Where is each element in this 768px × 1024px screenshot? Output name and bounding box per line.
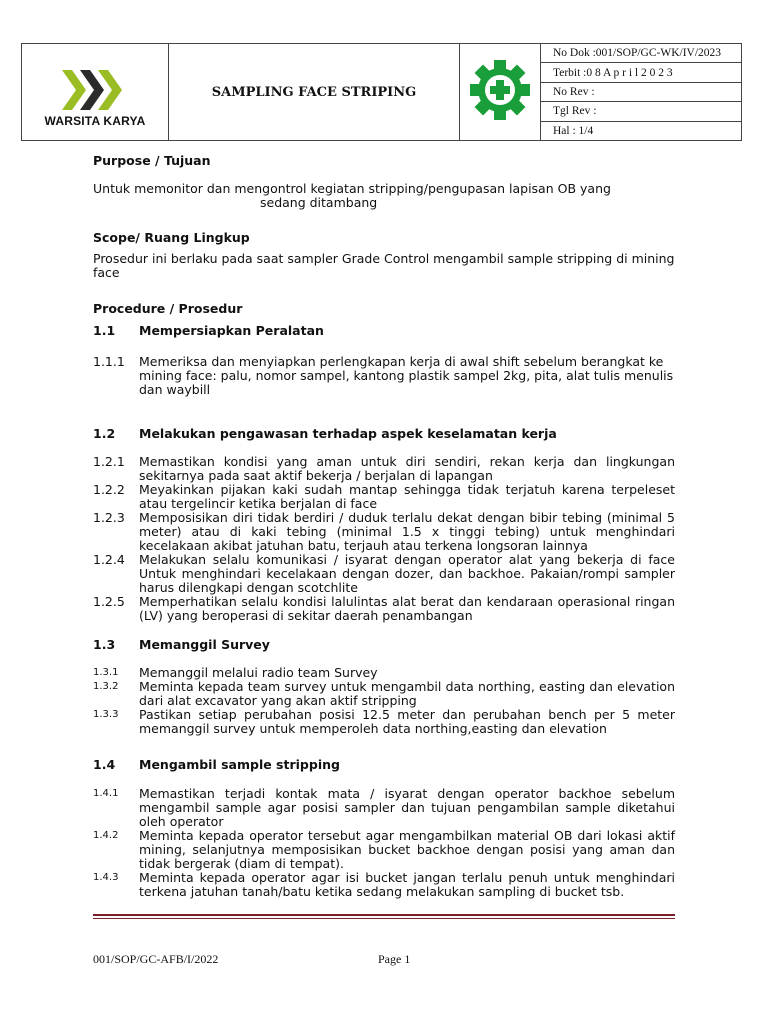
warsita-karya-logo-icon — [60, 68, 130, 112]
item-text: Memposisikan diri tidak berdiri / duduk terlalu dekat dengan bibir tebing (minimal 5 meter) atau di kaki tebing (minimal 1.5 x tinggi tebing) untuk menghindari kecelakaan akibat jatuhan batu, terjauh atau terkena longsoran lainnya — [139, 510, 675, 553]
list-item — [93, 787, 675, 829]
purpose-heading: Purpose / Tujuan — [93, 153, 211, 168]
scope-text: Prosedur ini berlaku pada saat sampler Grade Control mengambil sample stripping di mining face — [93, 251, 675, 280]
document-body — [93, 154, 675, 899]
scope-heading: Scope/ Ruang Lingkup — [93, 230, 250, 245]
footer-page-number: Page 1 — [378, 952, 411, 966]
list-item — [93, 871, 675, 899]
item-number: 1.4.3 — [93, 872, 119, 883]
item-text: Memperhatikan selalu kondisi lalulintas alat berat dan kendaraan operasional ringan (LV) yang beroperasi di sekitar daerah penambangan — [139, 594, 675, 623]
item-number: 1.3.3 — [93, 709, 119, 720]
item-number: 1.3.1 — [93, 667, 119, 678]
document-header — [21, 43, 742, 141]
item-text: Memastikan terjadi kontak mata / isyarat dengan operator backhoe sebelum mengambil sample agar posisi sampler dan tujuan pengambilan sample diketahui oleh operator — [139, 786, 675, 829]
item-number: 1.2.3 — [93, 510, 125, 525]
list-item — [93, 511, 675, 553]
list-item — [93, 455, 675, 483]
section-title: Memanggil Survey — [139, 637, 270, 652]
purpose-line-2: sedang ditambang — [260, 195, 378, 210]
item-text: Meminta kepada operator agar isi bucket jangan terlalu penuh untuk menghindari terkena jatuhan tanah/batu ketika sedang melakukan sampling di bucket tsb. — [139, 870, 675, 899]
item-number: 1.2.1 — [93, 454, 125, 469]
list-item — [93, 666, 675, 680]
logo-cell — [22, 44, 169, 141]
item-text: Memastikan kondisi yang aman untuk diri sendiri, rekan kerja dan lingkungan sekitarnya pada saat aktif bekerja / berjalan di lapangan — [139, 454, 675, 483]
safety-gear-cell — [460, 44, 541, 141]
list-item — [93, 708, 675, 736]
list-item — [93, 680, 675, 708]
company-logo — [38, 68, 152, 128]
company-name: WARSITA KARYA — [44, 114, 146, 128]
purpose-line-1: Untuk memonitor dan mengontrol kegiatan stripping/pengupasan lapisan OB yang — [93, 181, 611, 196]
item-number: 1.4.1 — [93, 788, 119, 799]
section-title: Mempersiapkan Peralatan — [139, 323, 324, 338]
meta-no-rev: No Rev : — [541, 82, 742, 101]
procedure-heading: Procedure / Prosedur — [93, 301, 243, 316]
section-number: 1.1 — [93, 323, 116, 338]
document-title: SAMPLING FACE STRIPING — [169, 44, 460, 141]
list-item — [93, 829, 675, 871]
safety-gear-cross-icon — [469, 59, 531, 121]
section-1-4-heading — [93, 758, 675, 772]
item-number: 1.1.1 — [93, 354, 125, 369]
section-number: 1.2 — [93, 426, 116, 441]
item-text: Meyakinkan pijakan kaki sudah mantap sehingga tidak terjatuh karena terpeleset atau tergelincir ketika berjalan di face — [139, 482, 675, 511]
item-number: 1.2.2 — [93, 482, 125, 497]
item-text: Melakukan selalu komunikasi / isyarat dengan operator alat yang bekerja di face Untuk menghindari kecelakaan dengan dozer, dan backhoe. Pakaian/rompi sampler harus dilengkapi dengan scotchlite — [139, 552, 675, 595]
meta-no-dok: No Dok :001/SOP/GC-WK/IV/2023 — [541, 44, 742, 63]
item-text: Memanggil melalui radio team Survey — [139, 665, 378, 680]
item-text: Meminta kepada operator tersebut agar mengambilkan material OB dari lokasi aktif mining, selanjutnya memposisikan bucket backhoe dengan posisi yang aman dan tidak bergerak (diam di tempat). — [139, 828, 675, 871]
footer-doc-code: 001/SOP/GC-AFB/I/2022 — [93, 952, 219, 966]
section-number: 1.3 — [93, 637, 116, 652]
section-title: Melakukan pengawasan terhadap aspek keselamatan kerja — [139, 426, 557, 441]
list-item — [93, 595, 675, 623]
meta-hal: Hal : 1/4 — [541, 121, 742, 140]
list-item — [93, 355, 675, 397]
section-1-1-heading — [93, 324, 675, 338]
meta-terbit: Terbit :0 8 A p r i l 2 0 2 3 — [541, 63, 742, 82]
item-number: 1.2.4 — [93, 552, 125, 567]
item-number: 1.3.2 — [93, 681, 119, 692]
section-1-2-heading — [93, 427, 675, 441]
section-number: 1.4 — [93, 757, 116, 772]
list-item — [93, 553, 675, 595]
meta-tgl-rev: Tgl Rev : — [541, 102, 742, 121]
item-number: 1.2.5 — [93, 594, 125, 609]
item-text: Pastikan setiap perubahan posisi 12.5 meter dan perubahan bench per 5 meter memanggil survey untuk memperoleh data northing,easting dan elevation — [139, 707, 675, 736]
item-text: Meminta kepada team survey untuk mengambil data northing, easting dan elevation dari alat excavator yang akan aktif stripping — [139, 679, 675, 708]
footer-rule-thick — [93, 914, 675, 916]
section-1-3-heading — [93, 638, 675, 652]
section-title: Mengambil sample stripping — [139, 757, 340, 772]
footer-rule-thin — [93, 918, 675, 919]
item-number: 1.4.2 — [93, 830, 119, 841]
item-text: Memeriksa dan menyiapkan perlengkapan kerja di awal shift sebelum berangkat ke mining face: palu, nomor sampel, kantong plastik sampel 2kg, pita, alat tulis menulis dan waybill — [139, 354, 674, 397]
list-item — [93, 483, 675, 511]
